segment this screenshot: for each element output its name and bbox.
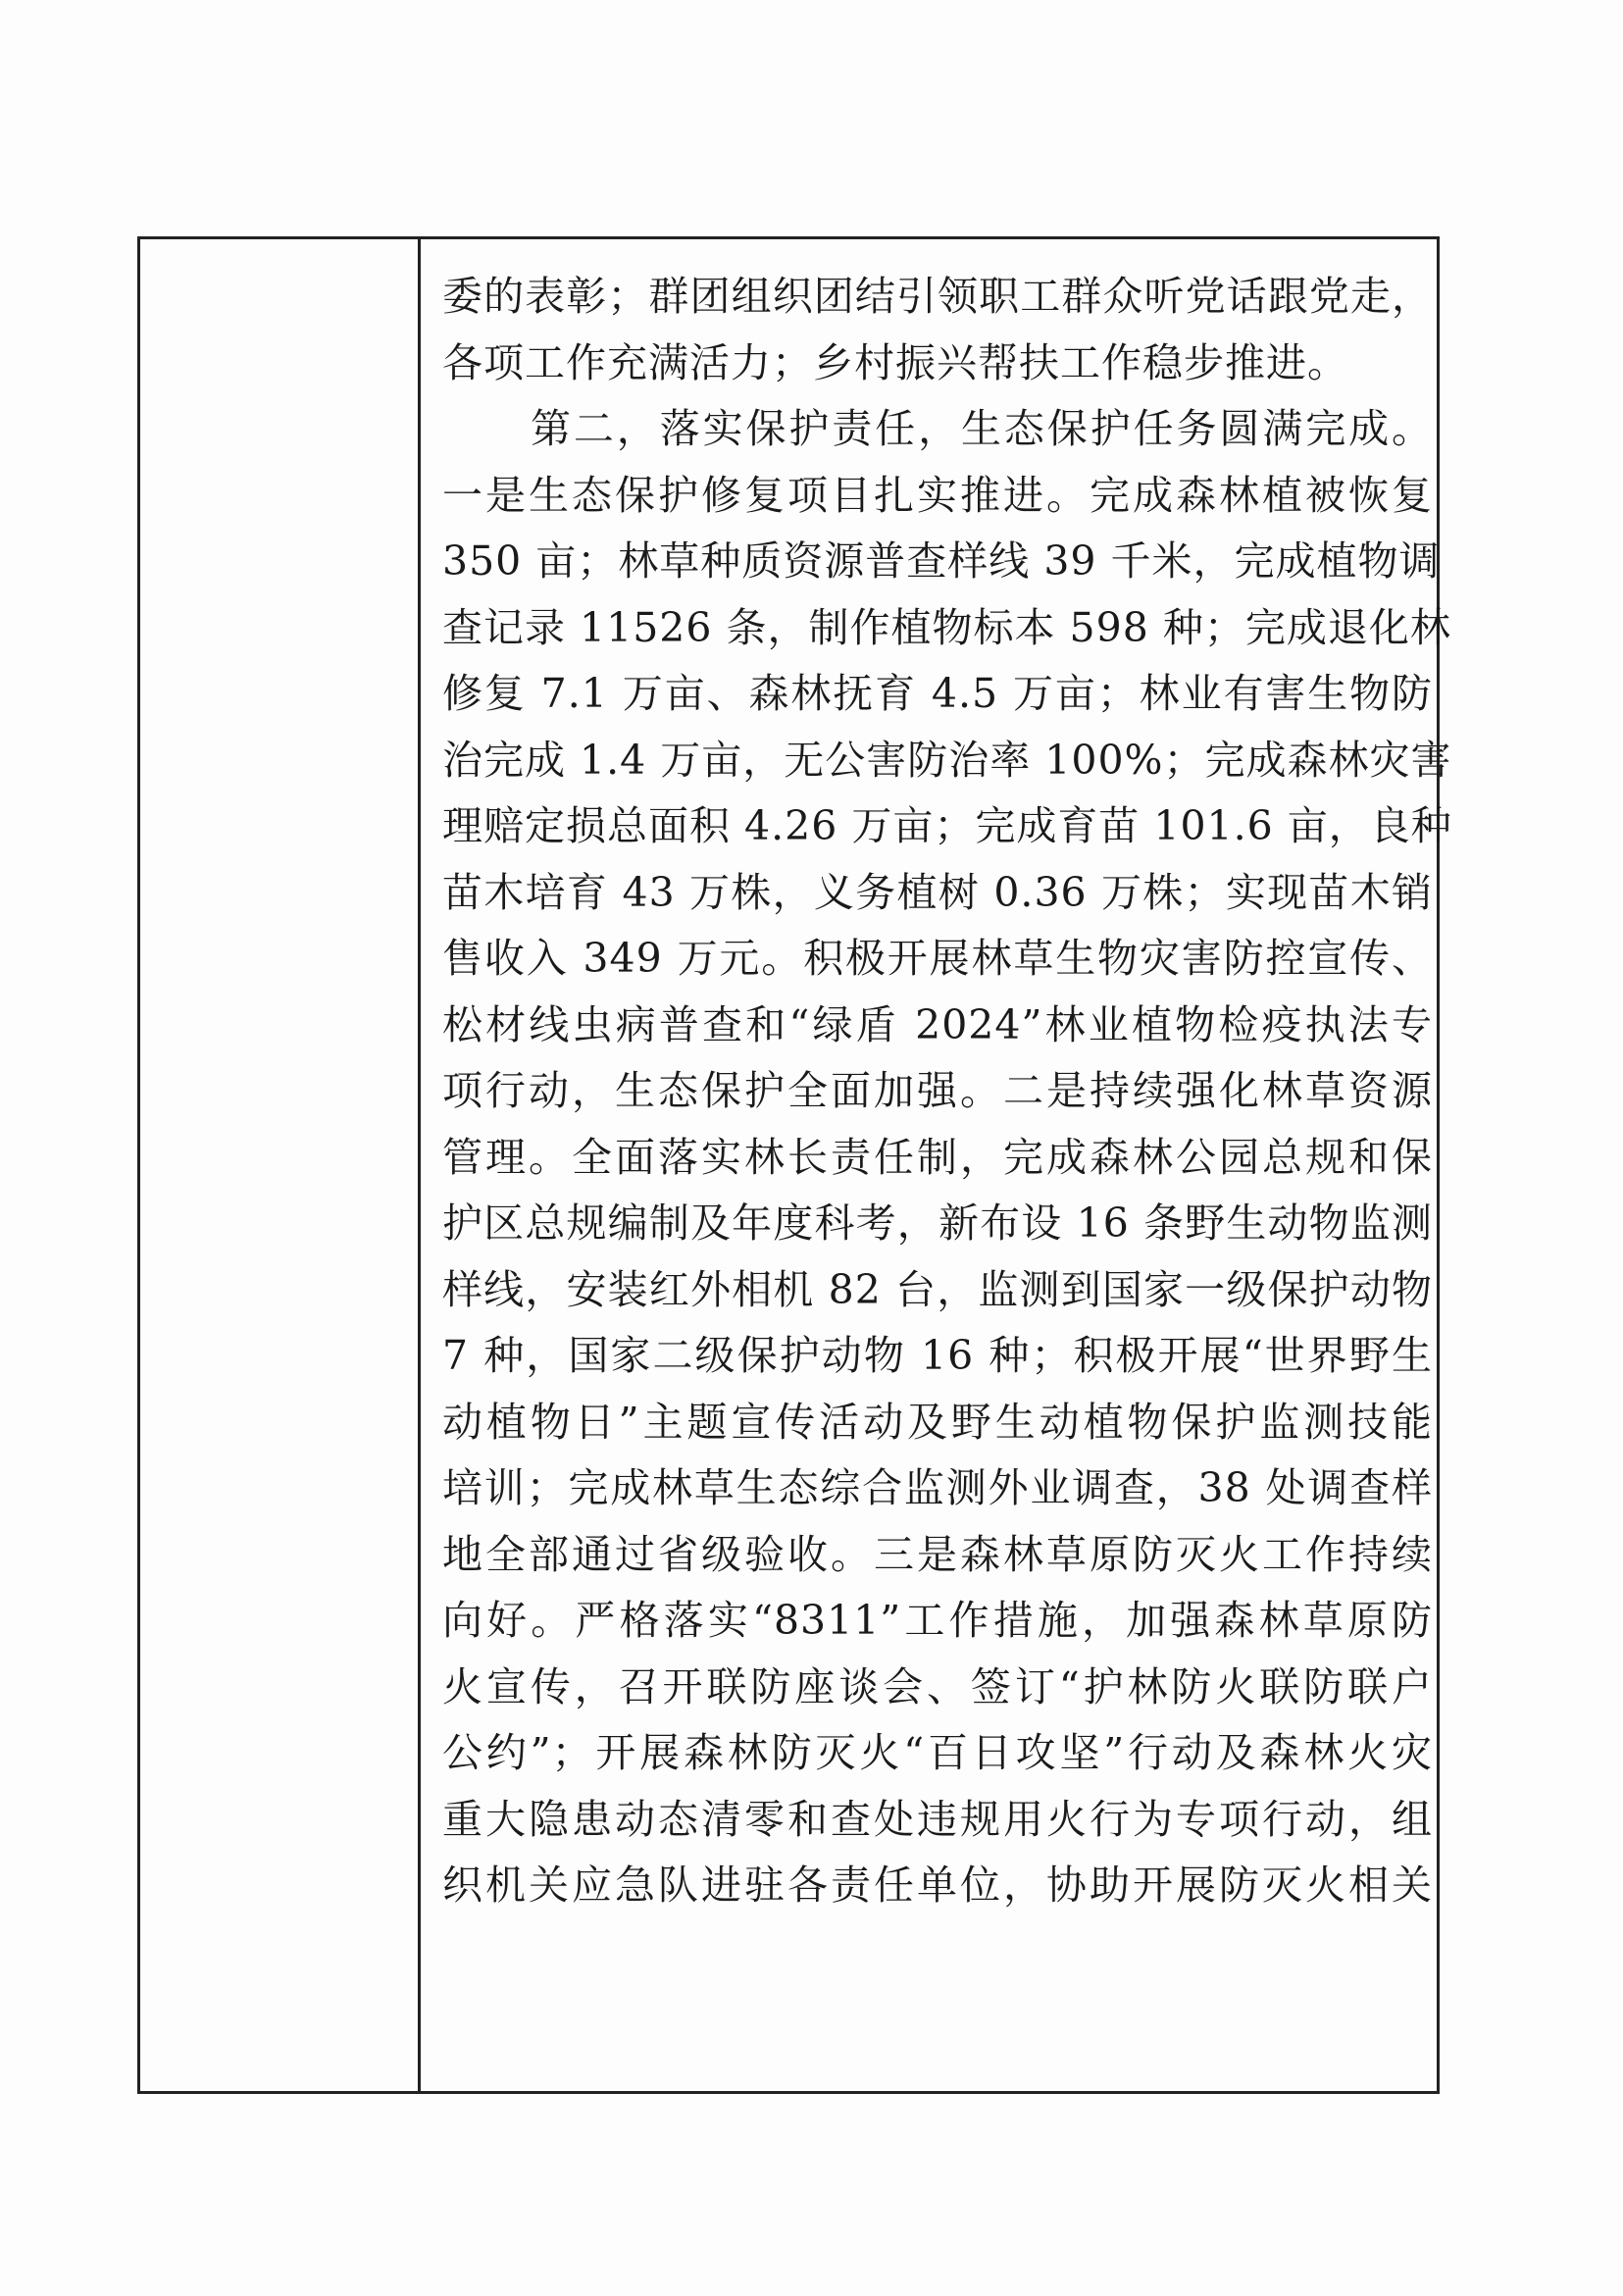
text-line: 售收入 349 万元。积极开展林草生物灾害防控宣传、 [442,935,1433,982]
text-line: 治完成 1.4 万亩，无公害防治率 100%；完成森林灾害 [442,736,1452,784]
text-line: 培训；完成林草生态综合监测外业调查，38 处调查样 [442,1464,1433,1511]
text-line: 7 种，国家二级保护动物 16 种；积极开展“世界野生 [442,1332,1433,1379]
text-line: 织机关应急队进驻各责任单位，协助开展防灭火相关 [442,1862,1433,1909]
text-line: 松材线虫病普查和“绿盾 2024”林业植物检疫执法专 [442,1000,1433,1048]
text-line: 理赔定损总面积 4.26 万亩；完成育苗 101.6 亩，良种 [442,802,1452,849]
text-line: 委的表彰；群团组织团结引领职工群众听党话跟党走， [442,273,1433,320]
text-line: 第二，落实保护责任，生态保护任务圆满完成。 [531,405,1433,452]
body-text [442,264,1452,1919]
table-right-cell [421,239,1452,2091]
text-line: 项行动，生态保护全面加强。二是持续强化林草资源 [442,1067,1433,1114]
text-line: 各项工作充满活力；乡村振兴帮扶工作稳步推进。 [442,338,1348,386]
text-line: 350 亩；林草种质资源普查样线 39 千米，完成植物调 [442,537,1441,585]
text-line: 样线，安装红外相机 82 台，监测到国家一级保护动物 [442,1265,1433,1313]
text-line: 一是生态保护修复项目扎实推进。完成森林植被恢复 [442,471,1433,519]
text-line: 查记录 11526 条，制作植物标本 598 种；完成退化林 [442,603,1451,651]
text-line: 修复 7.1 万亩、森林抚育 4.5 万亩；林业有害生物防 [442,670,1433,717]
text-line: 向好。严格落实“8311”工作措施，加强森林草原防 [442,1597,1433,1644]
table-left-cell [140,239,421,2091]
text-line: 重大隐患动态清零和查处违规用火行为专项行动，组 [442,1795,1433,1843]
text-line: 苗木培育 43 万株，义务植树 0.36 万株；实现苗木销 [442,868,1433,916]
text-line: 公约”；开展森林防灭火“百日攻坚”行动及森林火灾 [442,1729,1433,1776]
text-line: 管理。全面落实林长责任制，完成森林公园总规和保 [442,1133,1433,1181]
table-frame [137,236,1452,2094]
text-line: 动植物日”主题宣传活动及野生动植物保护监测技能 [442,1398,1433,1446]
text-line: 地全部通过省级验收。三是森林草原防灭火工作持续 [442,1530,1433,1578]
text-line: 火宣传，召开联防座谈会、签订“护林防火联防联户 [442,1662,1433,1710]
text-line: 护区总规编制及年度科考，新布设 16 条野生动物监测 [442,1199,1433,1247]
